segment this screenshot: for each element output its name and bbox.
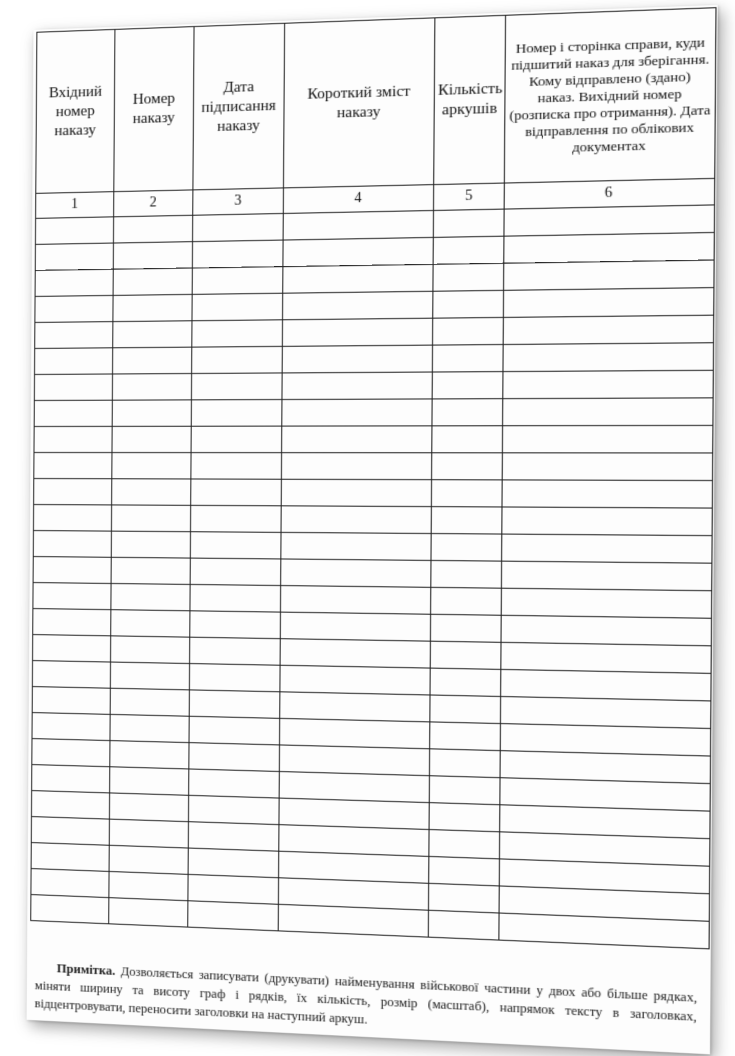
empty-cell bbox=[191, 479, 282, 506]
empty-cell bbox=[111, 610, 190, 637]
empty-cell bbox=[34, 453, 112, 479]
column-number: 3 bbox=[193, 188, 284, 215]
empty-cell bbox=[113, 294, 192, 321]
register-table bbox=[30, 7, 716, 949]
empty-cell bbox=[35, 348, 113, 375]
empty-cell bbox=[191, 373, 282, 400]
empty-cell bbox=[34, 400, 112, 426]
empty-cell bbox=[34, 479, 112, 505]
empty-cell bbox=[282, 372, 432, 400]
empty-cell bbox=[433, 263, 504, 291]
empty-cell bbox=[188, 901, 279, 931]
empty-cell bbox=[112, 479, 191, 506]
empty-cell bbox=[32, 687, 110, 715]
empty-cell bbox=[281, 532, 431, 560]
empty-cell bbox=[281, 479, 431, 506]
empty-cell bbox=[430, 641, 501, 669]
empty-cell bbox=[279, 745, 429, 776]
empty-cell bbox=[501, 561, 712, 591]
empty-cell bbox=[431, 507, 502, 534]
empty-cell bbox=[33, 583, 111, 610]
empty-cell bbox=[429, 856, 500, 886]
empty-cell bbox=[280, 692, 430, 722]
empty-cell bbox=[431, 587, 502, 615]
empty-cell bbox=[433, 236, 504, 264]
order-register-table bbox=[30, 7, 715, 949]
empty-cell bbox=[501, 615, 711, 646]
empty-cell bbox=[35, 295, 113, 322]
empty-cell bbox=[429, 776, 500, 805]
empty-cell bbox=[190, 532, 281, 559]
column-number: 2 bbox=[114, 190, 193, 217]
empty-cell bbox=[190, 505, 281, 532]
empty-cell bbox=[109, 819, 188, 848]
empty-cell bbox=[192, 320, 283, 347]
empty-cell bbox=[432, 426, 503, 453]
empty-cell bbox=[113, 215, 192, 243]
empty-cell bbox=[188, 822, 279, 852]
empty-cell bbox=[111, 505, 190, 532]
empty-cell bbox=[281, 559, 431, 587]
empty-cell bbox=[32, 765, 110, 793]
empty-cell bbox=[109, 793, 188, 822]
note-text: Дозволяється записувати (друкувати) найменування військової частини у двох або більше рядках, міняти ширину та висоту граф і рядків, їх кількість, розмір (масштаб), напрямок тексту в заголовках, відцентровувати, переносити заголовки на наступний аркуш. bbox=[34, 963, 698, 1027]
empty-cell bbox=[190, 558, 281, 585]
empty-cell bbox=[432, 453, 503, 480]
header-order-number: Номер наказу bbox=[114, 27, 194, 192]
note-label: Примітка. bbox=[56, 960, 116, 978]
empty-cell bbox=[282, 426, 432, 453]
empty-cell bbox=[33, 557, 111, 584]
table-row bbox=[34, 479, 713, 509]
empty-cell bbox=[192, 240, 283, 268]
empty-cell bbox=[192, 346, 283, 373]
empty-cell bbox=[280, 665, 430, 695]
empty-cell bbox=[282, 345, 432, 373]
empty-cell bbox=[32, 739, 110, 767]
empty-cell bbox=[283, 264, 433, 293]
empty-cell bbox=[110, 662, 189, 690]
empty-cell bbox=[280, 718, 430, 748]
header-incoming-number: Вхідний номер наказу bbox=[36, 29, 115, 193]
empty-cell bbox=[428, 883, 499, 913]
empty-cell bbox=[110, 714, 189, 742]
column-number: 1 bbox=[36, 192, 114, 219]
empty-cell bbox=[111, 557, 190, 584]
empty-cell bbox=[281, 453, 431, 480]
empty-cell bbox=[35, 217, 113, 245]
empty-cell bbox=[191, 426, 282, 453]
empty-cell bbox=[431, 480, 502, 507]
empty-cell bbox=[429, 749, 500, 778]
empty-cell bbox=[282, 318, 432, 346]
empty-cell bbox=[112, 373, 191, 400]
empty-cell bbox=[280, 612, 430, 641]
empty-cell bbox=[503, 288, 714, 318]
column-number: 4 bbox=[283, 185, 433, 214]
empty-cell bbox=[430, 695, 501, 724]
empty-cell bbox=[35, 243, 113, 270]
empty-cell bbox=[193, 213, 284, 241]
empty-cell bbox=[34, 426, 112, 452]
empty-cell bbox=[189, 664, 280, 692]
empty-cell bbox=[433, 317, 504, 345]
empty-cell bbox=[280, 639, 430, 668]
empty-cell bbox=[188, 795, 279, 824]
empty-cell bbox=[31, 817, 109, 846]
empty-cell bbox=[33, 505, 111, 532]
empty-cell bbox=[112, 426, 191, 452]
empty-cell bbox=[188, 874, 279, 904]
column-number: 5 bbox=[433, 183, 504, 210]
empty-cell bbox=[190, 611, 281, 639]
empty-cell bbox=[501, 642, 711, 673]
empty-cell bbox=[110, 741, 189, 769]
empty-cell bbox=[190, 637, 281, 665]
empty-cell bbox=[432, 372, 503, 399]
table-row bbox=[34, 398, 713, 427]
empty-cell bbox=[110, 767, 189, 796]
empty-cell bbox=[191, 453, 282, 480]
empty-cell bbox=[111, 636, 190, 664]
empty-cell bbox=[502, 453, 713, 481]
empty-cell bbox=[111, 531, 190, 558]
empty-cell bbox=[503, 315, 714, 344]
empty-cell bbox=[278, 904, 428, 937]
empty-cell bbox=[113, 347, 192, 374]
empty-cell bbox=[33, 635, 111, 662]
empty-cell bbox=[31, 895, 109, 924]
empty-cell bbox=[31, 843, 109, 872]
empty-cell bbox=[430, 668, 501, 696]
empty-cell bbox=[191, 400, 282, 427]
table-row bbox=[34, 425, 713, 453]
empty-cell bbox=[192, 267, 283, 295]
empty-cell bbox=[429, 830, 500, 859]
empty-cell bbox=[502, 425, 713, 453]
empty-cell bbox=[34, 374, 112, 400]
empty-cell bbox=[189, 690, 280, 718]
empty-cell bbox=[282, 399, 432, 426]
table-row bbox=[35, 343, 714, 375]
empty-cell bbox=[430, 614, 501, 642]
empty-cell bbox=[501, 588, 712, 618]
empty-cell bbox=[31, 791, 109, 820]
empty-cell bbox=[283, 210, 433, 240]
header-row bbox=[36, 8, 716, 194]
empty-cell bbox=[110, 688, 189, 716]
table-row bbox=[34, 453, 713, 481]
empty-cell bbox=[504, 232, 715, 263]
empty-cell bbox=[430, 722, 501, 751]
empty-cell bbox=[32, 713, 110, 741]
empty-cell bbox=[189, 769, 280, 798]
empty-cell bbox=[504, 260, 715, 290]
document-sheet bbox=[27, 5, 718, 1054]
empty-cell bbox=[431, 560, 502, 588]
empty-cell bbox=[504, 205, 715, 236]
header-signing-date: Дата підписання наказу bbox=[193, 23, 285, 190]
empty-cell bbox=[502, 480, 713, 508]
empty-cell bbox=[503, 343, 714, 372]
register-body bbox=[31, 205, 715, 949]
empty-cell bbox=[109, 845, 188, 874]
empty-cell bbox=[502, 534, 713, 563]
empty-cell bbox=[31, 869, 109, 898]
empty-cell bbox=[283, 237, 433, 266]
note bbox=[35, 958, 698, 1045]
empty-cell bbox=[32, 661, 110, 689]
empty-cell bbox=[428, 910, 499, 940]
table-row bbox=[34, 370, 713, 400]
empty-cell bbox=[111, 583, 190, 610]
empty-cell bbox=[431, 534, 502, 562]
empty-cell bbox=[433, 209, 504, 237]
empty-cell bbox=[113, 321, 192, 348]
empty-cell bbox=[283, 291, 433, 320]
empty-cell bbox=[429, 803, 500, 832]
empty-cell bbox=[35, 322, 113, 349]
empty-cell bbox=[280, 586, 430, 615]
empty-cell bbox=[281, 506, 431, 534]
empty-cell bbox=[35, 269, 113, 296]
empty-cell bbox=[432, 344, 503, 372]
header-sheet-count: Кількість аркушів bbox=[434, 15, 506, 184]
empty-cell bbox=[192, 293, 283, 321]
empty-cell bbox=[189, 716, 280, 745]
empty-cell bbox=[33, 531, 111, 558]
empty-cell bbox=[112, 453, 191, 479]
empty-cell bbox=[109, 871, 188, 900]
empty-cell bbox=[113, 268, 192, 295]
empty-cell bbox=[503, 370, 714, 398]
empty-cell bbox=[432, 399, 503, 426]
empty-cell bbox=[188, 848, 279, 878]
empty-cell bbox=[109, 898, 188, 927]
empty-cell bbox=[502, 507, 713, 536]
empty-cell bbox=[190, 584, 281, 612]
empty-cell bbox=[503, 398, 714, 426]
empty-cell bbox=[33, 609, 111, 636]
header-storage-info: Номер і сторінка справи, куди підшитий наказ для зберігання. Кому відправлено (здано) наказ. Вихідний номер (розписка про отримання). Дата відправлення по облікових документах bbox=[504, 8, 716, 183]
empty-cell bbox=[112, 400, 191, 426]
empty-cell bbox=[113, 242, 192, 270]
empty-cell bbox=[433, 290, 504, 318]
header-summary: Короткий зміст наказу bbox=[283, 18, 434, 188]
column-number: 6 bbox=[504, 178, 715, 209]
empty-cell bbox=[189, 743, 280, 772]
